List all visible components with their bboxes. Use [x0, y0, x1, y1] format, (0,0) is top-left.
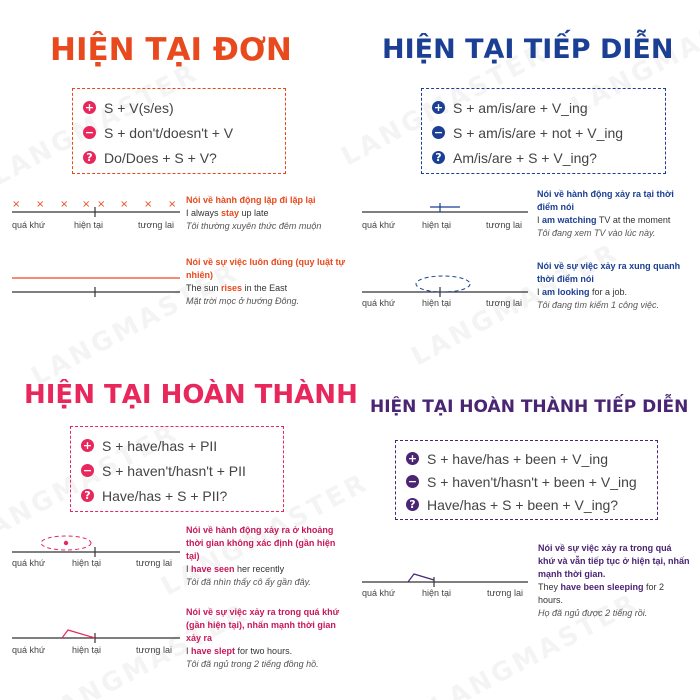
- question-icon: ?: [406, 498, 419, 511]
- example-sentence: They have been sleeping for 2 hours.: [538, 582, 665, 605]
- simple-present-title: HIỆN TẠI ĐƠN: [50, 32, 292, 68]
- label-present: hiện tại: [422, 220, 452, 230]
- example-sentence: I have seen her recently: [186, 564, 285, 574]
- minus-icon: −: [407, 475, 418, 488]
- x-mark: ×: [144, 199, 153, 210]
- x-mark: ×: [168, 199, 177, 210]
- example-sentence: I am looking for a job.: [537, 287, 628, 297]
- label-future: tương lai: [138, 220, 174, 230]
- present-perfect-continuous-timeline: [362, 574, 528, 587]
- plus-icon: +: [433, 101, 444, 114]
- label-future: tương lai: [486, 298, 522, 308]
- example-sentence: I always stay up late: [186, 208, 269, 218]
- repeat-marks: [12, 199, 176, 210]
- use-heading: Nói về sự việc xảy ra trong quá khứ (gần hiện tại), nhấn mạnh thời gian xảy ra: [186, 607, 340, 643]
- present-perfect-title: HIỆN TẠI HOÀN THÀNH: [24, 380, 358, 410]
- label-future: tương lai: [486, 220, 522, 230]
- example-translation: Tôi đã nhìn thấy cô ấy gần đây.: [186, 577, 311, 587]
- formula-text: S + have/has + PII: [102, 437, 218, 454]
- x-mark: ×: [82, 199, 91, 210]
- x-mark: ×: [12, 199, 21, 210]
- label-past: quá khứ: [12, 558, 46, 568]
- duration-mark: [62, 630, 95, 638]
- label-past: quá khứ: [12, 220, 46, 230]
- example-sentence: I am watching TV at the moment: [537, 215, 671, 225]
- label-past: quá khứ: [12, 645, 46, 655]
- formula-text: S + haven't/hasn't + been + V_ing: [427, 473, 637, 490]
- duration-mark: [408, 574, 434, 582]
- label-future: tương lai: [136, 558, 172, 568]
- minus-icon: −: [84, 126, 95, 139]
- present-perfect-timeline-duration: [12, 630, 180, 643]
- example-translation: Tôi đang tìm kiếm 1 công việc.: [537, 300, 660, 310]
- present-continuous-timeline-now: [362, 203, 528, 212]
- x-mark: ×: [120, 199, 129, 210]
- simple-present-use-repeat: [186, 194, 346, 233]
- plus-icon: +: [82, 439, 93, 452]
- present-continuous-title: HIỆN TẠI TIẾP DIỄN: [382, 34, 674, 65]
- question-icon: ?: [83, 151, 96, 164]
- minus-icon: −: [433, 126, 444, 139]
- formula-text: Am/is/are + S + V_ing?: [453, 149, 597, 166]
- label-present: hiện tại: [72, 645, 102, 655]
- use-heading: Nói về sự việc xảy ra trong quá khứ và vẫn tiếp tục ở hiện tại, nhấn mạnh thời gian.: [538, 543, 690, 579]
- present-perfect-timeline-unspecified: [12, 536, 180, 557]
- question-icon: ?: [432, 151, 445, 164]
- use-heading: Nói về sự việc xảy ra xung quanh thời điểm nói: [537, 261, 681, 284]
- formula-text: S + have/has + been + V_ing: [427, 450, 608, 467]
- formula-text: S + V(s/es): [104, 99, 174, 116]
- example-sentence: The sun rises in the East: [186, 283, 288, 293]
- label-future: tương lai: [136, 645, 172, 655]
- label-present: hiện tại: [422, 298, 452, 308]
- plus-icon: +: [407, 452, 418, 465]
- x-mark: ×: [36, 199, 45, 210]
- simple-present-timeline-repeat: [12, 199, 180, 217]
- use-heading: Nói về sự việc luôn đúng (quy luật tự nhiên): [186, 257, 346, 280]
- label-present: hiện tại: [72, 558, 102, 568]
- plus-icon: +: [84, 101, 95, 114]
- minus-icon: −: [82, 464, 93, 477]
- example-translation: Tôi đã ngủ trong 2 tiếng đồng hồ.: [186, 659, 319, 669]
- formula-text: S + am/is/are + not + V_ing: [453, 124, 624, 141]
- label-past: quá khứ: [362, 220, 396, 230]
- label-present: hiện tại: [422, 588, 452, 598]
- example-sentence: I have slept for two hours.: [186, 646, 293, 656]
- use-heading: Nói về hành động xảy ra ở khoảng thời gian không xác định (gần hiện tại): [186, 525, 336, 561]
- question-icon: ?: [81, 489, 94, 502]
- label-past: quá khứ: [362, 298, 396, 308]
- formula-text: Do/Does + S + V?: [104, 149, 217, 166]
- example-translation: Họ đã ngủ được 2 tiếng rồi.: [538, 608, 648, 618]
- event-dot: [64, 541, 68, 545]
- formula-text: S + don't/doesn't + V: [104, 124, 234, 141]
- formula-text: S + am/is/are + V_ing: [453, 99, 588, 116]
- formula-text: Have/has + S + PII?: [102, 487, 228, 504]
- present-perfect-use-unspecified: [186, 524, 342, 589]
- label-present: hiện tại: [74, 220, 104, 230]
- use-heading: Nói về hành động lặp đi lặp lại: [186, 195, 316, 205]
- present-perfect-continuous-use: [538, 542, 690, 620]
- simple-present-use-truth: [186, 256, 346, 308]
- around-now-ellipse: [416, 276, 470, 292]
- simple-present-timeline-truth: [12, 278, 180, 297]
- label-past: quá khứ: [362, 588, 396, 598]
- present-continuous-timeline-around: [362, 276, 528, 297]
- x-mark: ×: [60, 199, 69, 210]
- example-translation: Mặt trời mọc ở hướng Đông.: [186, 296, 300, 306]
- use-heading: Nói về hành động xảy ra tại thời điểm nói: [537, 189, 674, 212]
- example-translation: Tôi đang xem TV vào lúc này.: [537, 228, 656, 238]
- present-perfect-use-duration: [186, 606, 342, 671]
- x-mark: ×: [97, 199, 106, 210]
- present-perfect-continuous-title: HIỆN TẠI HOÀN THÀNH TIẾP DIỄN: [370, 397, 689, 417]
- formula-text: S + haven't/hasn't + PII: [102, 462, 246, 479]
- present-continuous-use-around: [537, 260, 692, 312]
- present-continuous-use-now: [537, 188, 692, 240]
- example-translation: Tôi thường xuyên thức đêm muộn: [186, 221, 322, 231]
- formula-text: Have/has + S + been + V_ing?: [427, 496, 619, 513]
- label-future: tương lai: [487, 588, 523, 598]
